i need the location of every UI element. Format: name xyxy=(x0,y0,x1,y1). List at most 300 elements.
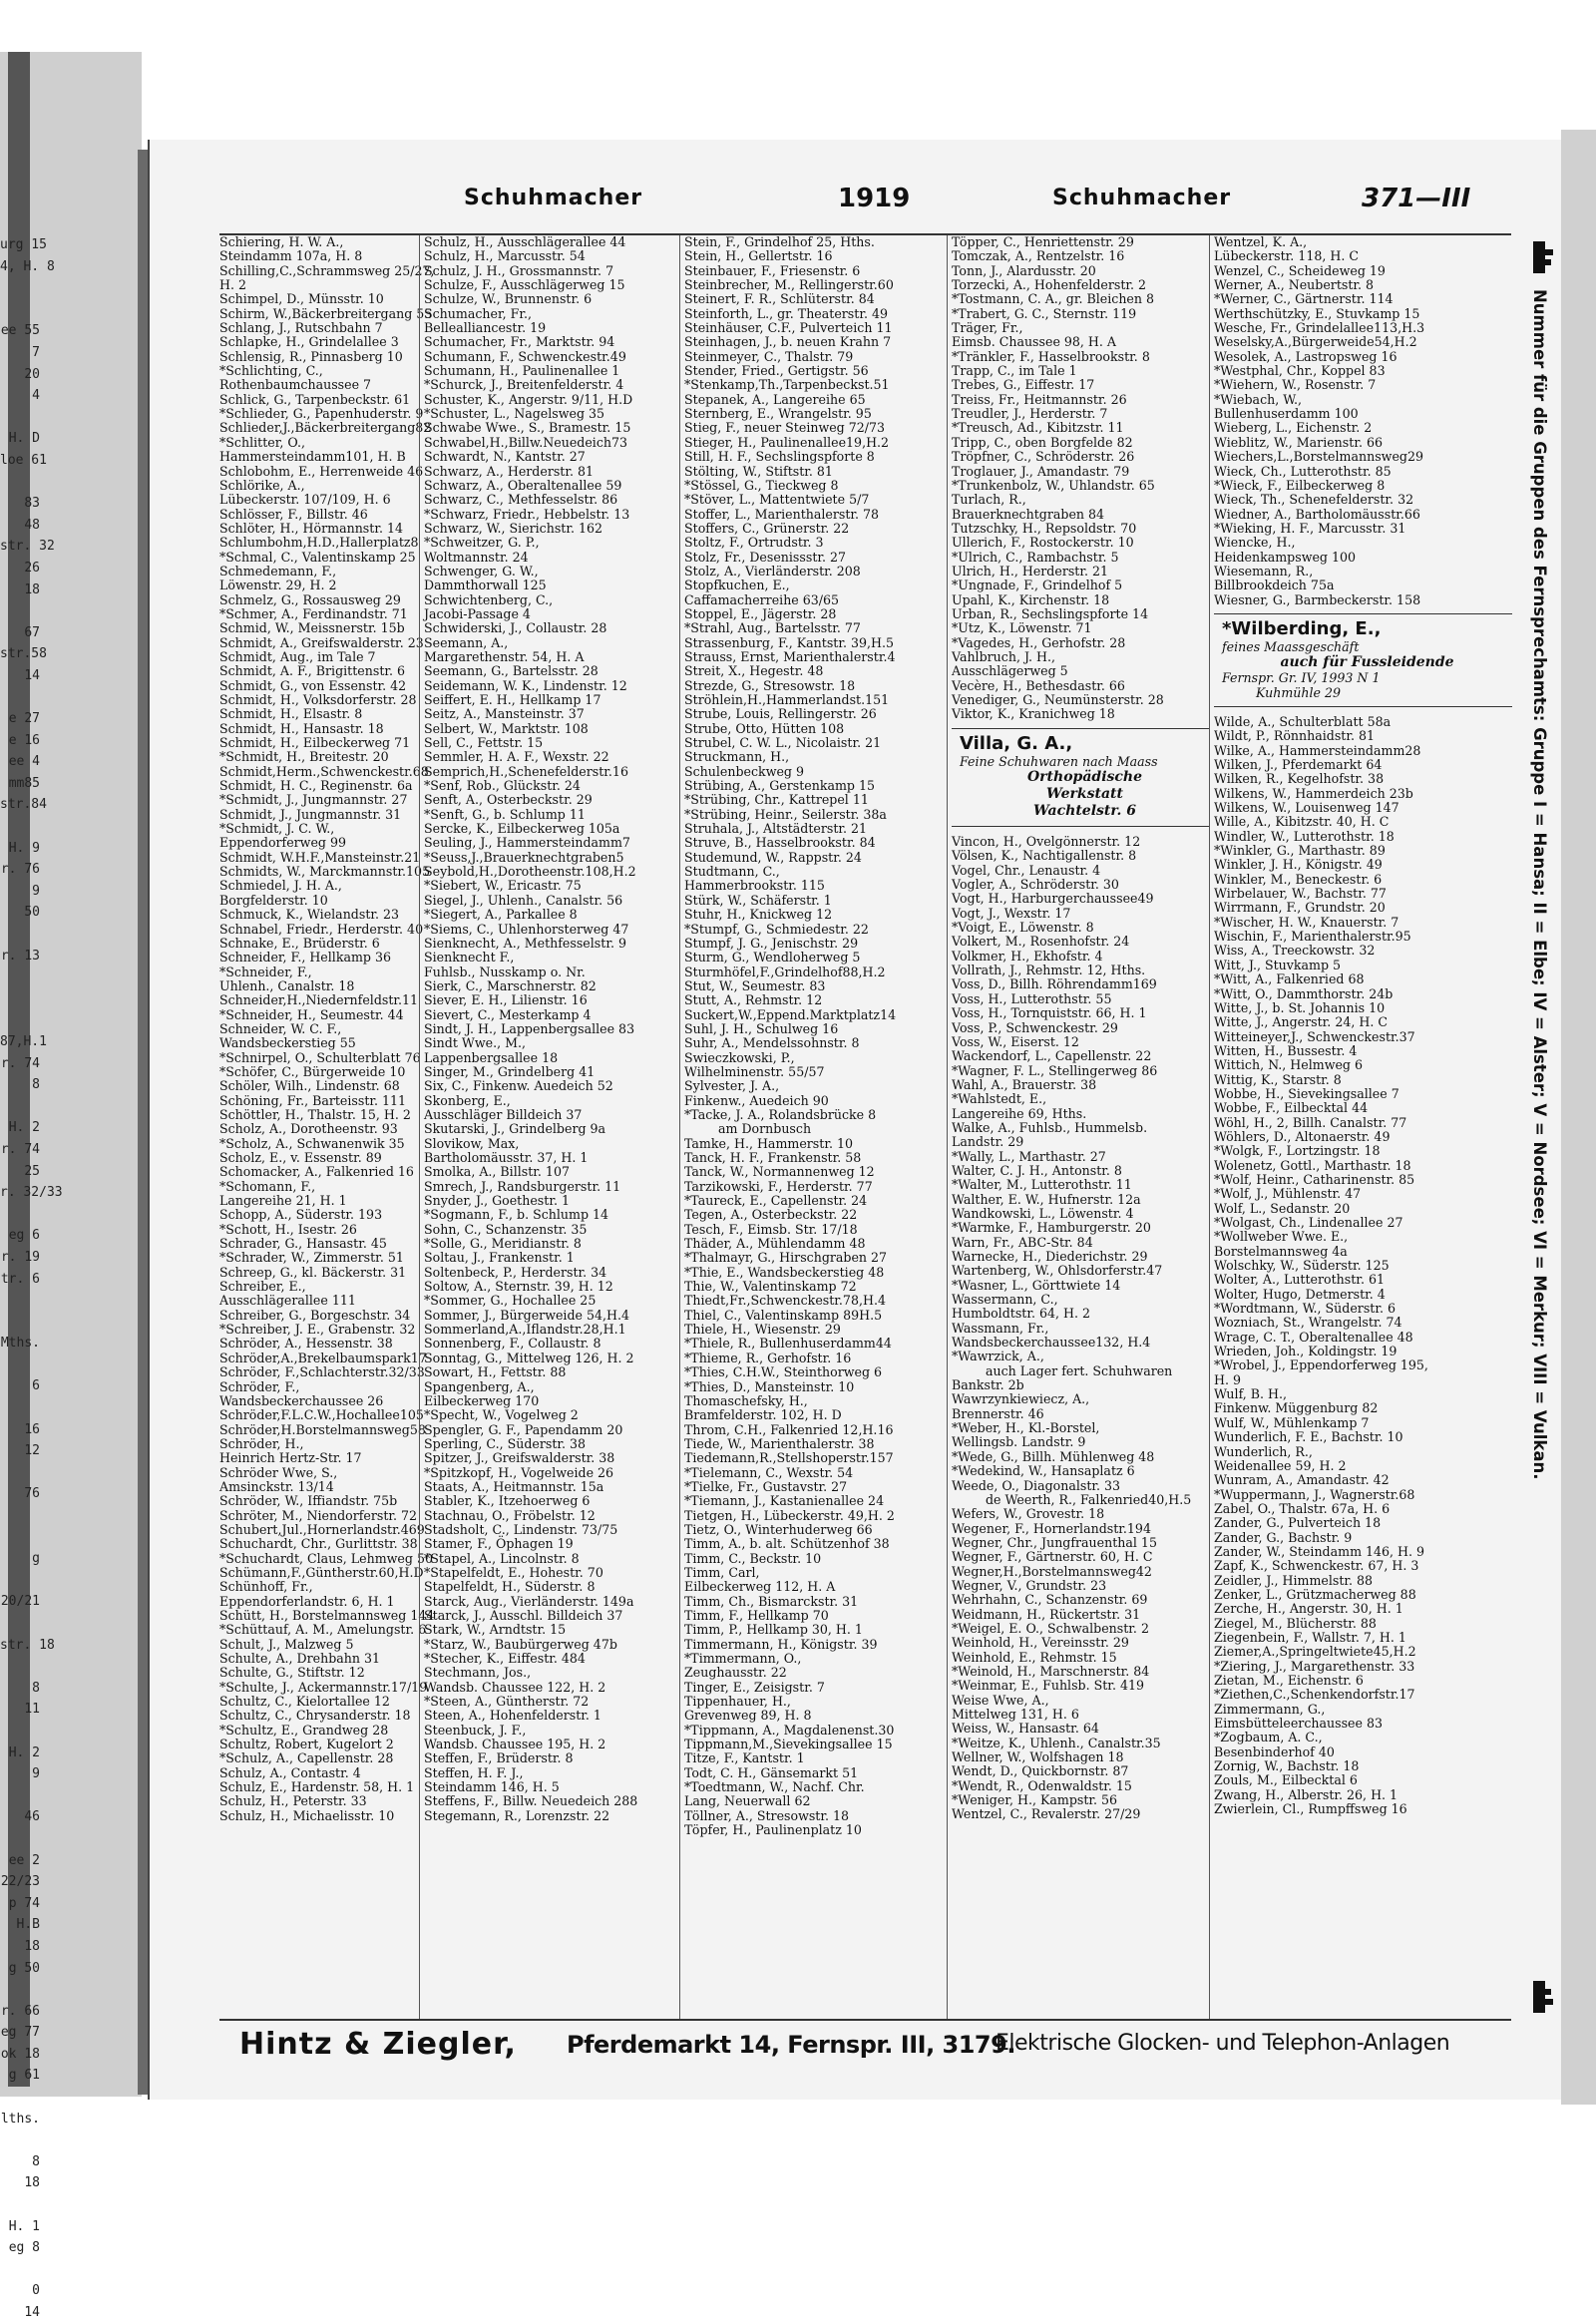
directory-entry: Sturm, G., Wendloherweg 5 xyxy=(684,950,861,966)
directory-entry: Wehrhahn, C., Schanzenstr. 69 xyxy=(952,1592,1148,1608)
directory-entry: H. 9 xyxy=(1214,1371,1242,1387)
directory-entry: Fuhlsb., Nusskamp o. Nr. xyxy=(424,964,586,979)
listing-column-2 xyxy=(419,235,680,2019)
margin-fragment xyxy=(0,1462,40,1484)
directory-entry: Steinforth, L., gr. Theaterstr. 49 xyxy=(684,305,888,321)
advertisement-box xyxy=(952,728,1210,827)
directory-entry: *Schlieder, G., Papenhuderstr. 9 xyxy=(219,406,424,422)
directory-entry: *Siems, C., Uhlenhorsterweg 47 xyxy=(424,921,629,937)
directory-entry: *Stenkamp,Th.,Tarpenbeckst.51 xyxy=(684,377,890,393)
directory-entry: Sienknecht, A., Methfesselstr. 9 xyxy=(424,935,626,951)
margin-fragment xyxy=(0,1312,40,1334)
directory-entry: Schmidt, H. C., Reginenstr. 6a xyxy=(219,778,413,794)
directory-entry: Schulze, F., Ausschlägerweg 15 xyxy=(424,277,625,293)
directory-entry: *Walter, M., Lutterothstr. 11 xyxy=(952,1177,1132,1193)
directory-entry: Stürk, W., Schäferstr. 1 xyxy=(684,892,832,908)
directory-entry: Landstr. 29 xyxy=(952,1134,1024,1150)
margin-fragment xyxy=(0,2259,40,2281)
directory-entry: Smolka, A., Billstr. 107 xyxy=(424,1164,570,1180)
directory-entry: *Westphal, Chr., Koppel 83 xyxy=(1214,363,1386,379)
directory-entry: Schlöter, H., Hörmannstr. 14 xyxy=(219,520,403,536)
directory-entry: Staats, A., Heitmannstr. 15a xyxy=(424,1478,604,1494)
directory-entry: Humboldtstr. 64, H. 2 xyxy=(952,1306,1091,1322)
margin-fragment: 20 xyxy=(24,366,40,382)
footer-address: Pferdemarkt 14, Fernspr. III, 3179. xyxy=(567,2031,1015,2059)
directory-entry: *Wrobel, J., Eppendorferweg 195, xyxy=(1214,1357,1428,1373)
directory-entry: *Ziering, J., Margarethenstr. 33 xyxy=(1214,1658,1415,1674)
directory-entry: Witte, J., b. St. Johannis 10 xyxy=(1214,999,1386,1015)
directory-entry: Schöttler, H., Thalstr. 15, H. 2 xyxy=(219,1106,411,1122)
directory-entry: Schröder,F.L.C.W.,Hochallee105 xyxy=(219,1407,424,1423)
directory-entry: Spangenberg, A., xyxy=(424,1378,535,1394)
directory-entry: Vollrath, J., Rehmstr. 12, Hths. xyxy=(952,963,1146,978)
directory-entry: Schmidt, W.H.F.,Mansteinstr.21 xyxy=(219,849,421,865)
directory-entry: Selbert, W., Marktstr. 108 xyxy=(424,720,589,736)
directory-entry: Ziegel, M., Blücherstr. 88 xyxy=(1214,1615,1377,1631)
directory-entry: Sylvester, J. A., xyxy=(684,1078,780,1094)
directory-entry: Wartenberg, W., Ohlsdorferstr.47 xyxy=(952,1263,1163,1279)
margin-fragment: tr. 6 xyxy=(0,1271,40,1287)
directory-entry: Wobbe, H., Sievekingsallee 7 xyxy=(1214,1085,1399,1101)
directory-entry: *Spitzkopf, H., Vogelweide 26 xyxy=(424,1464,614,1480)
directory-entry: *Thie, E., Wandsbeckerstieg 48 xyxy=(684,1264,885,1280)
directory-entry: Schröder,A.,Brekelbaumspark17 xyxy=(219,1350,427,1365)
directory-entry: Hammersteindamm101, H. B xyxy=(219,449,406,465)
directory-entry: Wöhl, H., 2, Billh. Canalstr. 77 xyxy=(1214,1114,1407,1130)
directory-entry: Stein, F., Grindelhof 25, Hths. xyxy=(684,234,875,249)
directory-entry: Sienknecht F., xyxy=(424,950,515,966)
margin-fragment: 8 xyxy=(32,1077,40,1093)
directory-entry: Wendt, D., Quickbornstr. 87 xyxy=(952,1763,1129,1779)
directory-entry: *Schneider, H., Seumestr. 44 xyxy=(219,1006,404,1022)
running-head-year: 1919 xyxy=(838,184,911,213)
directory-entry: Werner, A., Neubertstr. 8 xyxy=(1214,277,1375,293)
directory-entry: Wozniach, St., Wrangelstr. 74 xyxy=(1214,1315,1402,1331)
directory-entry: Streit, X., Hegestr. 48 xyxy=(684,663,824,679)
directory-entry: Eilbeckerweg 170 xyxy=(424,1392,540,1408)
directory-entry: Schmidt, H., Eilbeckerweg 71 xyxy=(219,735,411,751)
directory-entry: Sowart, H., Fettstr. 88 xyxy=(424,1364,567,1380)
directory-entry: *Stöver, L., Mattentwiete 5/7 xyxy=(684,492,870,508)
directory-entry: Wilhelminenstr. 55/57 xyxy=(684,1063,825,1079)
directory-entry: *Specht, W., Vogelweg 2 xyxy=(424,1407,579,1423)
directory-entry: Siegel, J., Uhlenh., Canalstr. 56 xyxy=(424,892,623,908)
directory-entry: Wefers, W., Grovestr. 18 xyxy=(952,1506,1105,1522)
directory-entry: Zander, G., Pulverteich 18 xyxy=(1214,1515,1382,1531)
page-edge xyxy=(1561,130,1596,2105)
directory-entry: Stoffers, C., Grünerstr. 22 xyxy=(684,520,850,536)
directory-entry: Wahl, A., Brauerstr. 38 xyxy=(952,1076,1097,1092)
directory-entry: Schütt, H., Borstelmannsweg 144 xyxy=(219,1608,435,1623)
directory-entry: *Thieme, R., Gerhofstr. 16 xyxy=(684,1350,852,1365)
directory-entry: Struckmann, H., xyxy=(684,749,790,765)
directory-entry: Wellingsb. Landstr. 9 xyxy=(952,1434,1086,1450)
directory-entry: Schmidt, H., Volksdorferstr. 28 xyxy=(219,692,417,707)
directory-entry: Wegner, F., Gärtnerstr. 60, H. C xyxy=(952,1549,1153,1565)
directory-entry: Vogler, A., Schröderstr. 30 xyxy=(952,877,1119,893)
directory-entry: Urban, R., Sechslingspforte 14 xyxy=(952,605,1149,621)
directory-entry: Zabel, O., Thalstr. 67a, H. 6 xyxy=(1214,1500,1391,1516)
listing-column-3 xyxy=(679,235,948,2019)
directory-entry: *Stapelfeldt, E., Hohestr. 70 xyxy=(424,1564,603,1580)
advertisement-name: *Wilberding, E., xyxy=(1222,617,1382,639)
directory-entry: Stadsholt, C., Lindenstr. 73/75 xyxy=(424,1521,618,1537)
directory-entry: Skonberg, E., xyxy=(424,1092,511,1108)
directory-entry: Wirbelauer, W., Bachstr. 77 xyxy=(1214,886,1387,902)
directory-entry: Schmelz, G., Rossausweg 29 xyxy=(219,591,401,607)
directory-entry: *Tränkler, F., Hasselbrookstr. 8 xyxy=(952,348,1150,364)
directory-entry: Schröder Wwe, S., xyxy=(219,1464,338,1480)
directory-entry: Schultz, C., Kielortallee 12 xyxy=(219,1694,390,1710)
directory-entry: Wolschky, W., Süderstr. 125 xyxy=(1214,1258,1390,1274)
margin-fragment: r. 74 xyxy=(0,1141,40,1157)
directory-entry: Schumacher, Fr., Marktstr. 94 xyxy=(424,334,615,350)
directory-entry: Wegener, F., Hornerlandstr.194 xyxy=(952,1520,1151,1536)
directory-entry: Wirrmann, F., Grundstr. 20 xyxy=(1214,900,1386,916)
directory-entry: Lang, Neuerwall 62 xyxy=(684,1793,811,1809)
margin-fragment xyxy=(0,1828,40,1850)
margin-fragment xyxy=(0,1613,40,1635)
directory-entry: Soltow, A., Sternstr. 39, H. 12 xyxy=(424,1279,613,1295)
margin-fragment xyxy=(0,2194,40,2216)
margin-fragment: 87,H.1 xyxy=(0,1033,47,1049)
directory-entry: Schlapke, H., Grindelallee 3 xyxy=(219,334,399,350)
directory-entry: Tanck, H. F., Frankenstr. 58 xyxy=(684,1150,862,1165)
directory-entry: Upahl, K., Kirchenstr. 18 xyxy=(952,591,1110,607)
directory-entry: *Ungnade, F., Grindelhof 5 xyxy=(952,578,1123,593)
directory-entry: Turlach, R., xyxy=(952,492,1026,508)
margin-fragment: 0 xyxy=(32,2283,40,2299)
directory-entry: *Witt, A., Falkenried 68 xyxy=(1214,971,1365,987)
margin-fragment: ee 4 xyxy=(8,754,40,770)
advertisement-line2: auch für Fussleidende xyxy=(1280,654,1454,671)
directory-entry: Steinbrecher, M., Rellingerstr.60 xyxy=(684,277,894,293)
directory-entry: Weinhold, E., Rehmstr. 15 xyxy=(952,1649,1117,1665)
directory-entry: *Scholz, A., Schwanenwik 35 xyxy=(219,1135,405,1151)
directory-entry: Zander, W., Steindamm 146, H. 9 xyxy=(1214,1543,1425,1559)
directory-entry: Steffens, F., Billw. Neuedeich 288 xyxy=(424,1793,638,1809)
directory-entry: Stegemann, R., Lorenzstr. 22 xyxy=(424,1807,610,1823)
directory-entry: Stoltz, F., Ortrudstr. 3 xyxy=(684,535,824,551)
directory-entry: *Stumpf, G., Schmiedestr. 22 xyxy=(684,921,869,937)
directory-entry: *Wollweber Wwe. E., xyxy=(1214,1229,1349,1245)
directory-entry: Schulz, H., Marcusstr. 54 xyxy=(424,248,586,264)
directory-entry: Wunderlich, R., xyxy=(1214,1443,1313,1459)
margin-fragment: mm85 xyxy=(8,775,40,791)
margin-fragment xyxy=(0,2087,40,2109)
directory-entry: Stamer, F., Öphagen 19 xyxy=(424,1536,574,1552)
directory-entry: *Weniger, H., Kampstr. 56 xyxy=(952,1792,1118,1808)
directory-entry: Strubel, C. W. L., Nicolaistr. 21 xyxy=(684,735,882,751)
directory-entry: Wunderlich, F. E., Bachstr. 10 xyxy=(1214,1429,1403,1445)
directory-entry: Steenbuck, J. F., xyxy=(424,1722,527,1738)
directory-entry: Stein, H., Gellertstr. 16 xyxy=(684,248,833,264)
directory-entry: Strube, Louis, Rellingerstr. 26 xyxy=(684,706,877,722)
directory-entry: Bellealliancestr. 19 xyxy=(424,320,547,336)
directory-entry: Schultz, Robert, Kugelort 2 xyxy=(219,1737,394,1752)
footer-tagline: Elektrische Glocken- und Telephon-Anlagen xyxy=(996,2031,1450,2056)
directory-entry: Zietan, M., Eichenstr. 6 xyxy=(1214,1673,1364,1688)
margin-fragment: eg 6 xyxy=(8,1228,40,1244)
footer-firm-name: Hintz & Ziegler, xyxy=(239,2027,517,2062)
margin-fragment xyxy=(0,816,40,838)
directory-entry: *Wendt, R., Odenwaldstr. 15 xyxy=(952,1777,1132,1793)
directory-entry: Sercke, K., Eilbeckerweg 105a xyxy=(424,821,620,837)
directory-entry: Schnabel, Friedr., Herderstr. 40 xyxy=(219,921,424,937)
directory-entry: Thie, W., Valentinskamp 72 xyxy=(684,1279,857,1295)
sidebar-text: Nummer für die Gruppen des Fernsprechamts: Gruppe I = Hansa; II = Elbe; IV = Alster; V = Nordsee; VI = Merkur; VIII = Vulkan. xyxy=(1530,289,1549,1480)
directory-entry: Scholz, A., Dorotheenstr. 93 xyxy=(219,1121,398,1137)
margin-fragment: H. D xyxy=(8,431,40,447)
directory-entry: Stolz, A., Vierländerstr. 208 xyxy=(684,563,861,579)
directory-entry: *Wawrzick, A., xyxy=(952,1349,1044,1364)
directory-entry: *Sogmann, F., b. Schlump 14 xyxy=(424,1207,609,1223)
margin-fragment: 46 xyxy=(24,1809,40,1825)
directory-entry: Schreep, G., kl. Bäckerstr. 31 xyxy=(219,1264,407,1280)
directory-entry: *Wolgast, Ch., Lindenallee 27 xyxy=(1214,1215,1403,1230)
directory-entry: Wilkens, W., Louisenweg 147 xyxy=(1214,800,1399,816)
directory-entry: Ziegenbein, F., Wallstr. 7, H. 1 xyxy=(1214,1629,1406,1645)
directory-entry: Vahlbruch, J. H., xyxy=(952,648,1056,664)
directory-entry: Schulz, H., Peterstr. 33 xyxy=(219,1793,367,1809)
directory-entry: *Ziethen,C.,Schenkendorfstr.17 xyxy=(1214,1687,1415,1703)
margin-fragment xyxy=(0,1505,40,1527)
advertisement-name: Villa, G. A., xyxy=(960,732,1073,754)
directory-entry: Walther, E. W., Hufnerstr. 12a xyxy=(952,1191,1141,1207)
directory-entry: de Weerth, R., Falkenried40,H.5 xyxy=(986,1491,1192,1507)
directory-entry: *Weber, H., Kl.-Borstel, xyxy=(952,1420,1100,1436)
directory-entry: Wassmann, Fr., xyxy=(952,1320,1049,1336)
directory-entry: *Schlitter, O., xyxy=(219,434,305,450)
directory-entry: Schlörike, A., xyxy=(219,477,305,493)
directory-entry: *Schurck, J., Breitenfelderstr. 4 xyxy=(424,377,624,393)
margin-fragment xyxy=(0,1204,40,1226)
directory-entry: *Wolf, Heinr., Catharinenstr. 85 xyxy=(1214,1171,1415,1187)
margin-fragment: 8 xyxy=(32,1680,40,1696)
directory-entry: Wolf, L., Sedanstr. 20 xyxy=(1214,1200,1351,1216)
directory-entry: Eimsbütteleerchaussee 83 xyxy=(1214,1716,1383,1732)
directory-entry: Schwarz, W., Sierichstr. 162 xyxy=(424,520,603,536)
directory-entry: *Tiemann, J., Kastanienallee 24 xyxy=(684,1493,885,1509)
directory-entry: *Schmal, C., Valentinskamp 25 xyxy=(219,549,416,565)
directory-entry: Steinert, F. R., Schlüterstr. 84 xyxy=(684,291,875,307)
directory-entry: *Tippmann, A., Magdalenenst.30 xyxy=(684,1722,895,1738)
directory-entry: Six, C., Finkenw. Auedeich 52 xyxy=(424,1078,613,1094)
directory-entry: Tutzschky, H., Repsoldstr. 70 xyxy=(952,520,1137,536)
margin-fragment xyxy=(0,472,40,494)
directory-entry: *Wolgk, F., Lortzingstr. 18 xyxy=(1214,1143,1381,1159)
directory-entry: Tröpfner, C., Schröderstr. 26 xyxy=(952,449,1135,465)
margin-fragment: str. 32 xyxy=(0,539,55,555)
directory-entry: *Solle, G., Meridianstr. 8 xyxy=(424,1236,582,1252)
directory-entry: Zerche, H., Angerstr. 30, H. 1 xyxy=(1214,1601,1403,1617)
directory-entry: Schnake, E., Brüderstr. 6 xyxy=(219,935,380,951)
directory-entry: Schlumbohm,H.D.,Hallerplatz8 xyxy=(219,535,419,551)
directory-entry: Zwang, H., Alberstr. 26, H. 1 xyxy=(1214,1786,1398,1802)
directory-listing xyxy=(219,233,1511,2021)
directory-entry: Steinhagen, J., b. neuen Krahn 7 xyxy=(684,334,892,350)
directory-entry: Schröder, A., Hessenstr. 38 xyxy=(219,1336,393,1352)
directory-entry: *Stecher, K., Eiffestr. 484 xyxy=(424,1651,586,1667)
directory-entry: Borgfelderstr. 10 xyxy=(219,892,328,908)
directory-entry: Wrieden, Joh., Koldingstr. 19 xyxy=(1214,1344,1397,1359)
directory-entry: Schneider, F., Hellkamp 36 xyxy=(219,950,391,966)
directory-entry: Suhr, A., Mendelssohnstr. 8 xyxy=(684,1035,860,1051)
directory-entry: Sommerland,A.,Iflandstr.28,H.1 xyxy=(424,1322,626,1338)
margin-fragment: 7 xyxy=(32,344,40,360)
directory-entry: *Wischer, H. W., Knauerstr. 7 xyxy=(1214,914,1399,930)
directory-entry: *Utz, K., Löwenstr. 71 xyxy=(952,620,1092,636)
directory-entry: Zeughausstr. 22 xyxy=(684,1665,787,1681)
directory-entry: Vogt, H., Harburgerchaussee49 xyxy=(952,891,1154,907)
directory-entry: Wrage, C. T., Oberaltenallee 48 xyxy=(1214,1329,1413,1345)
directory-entry: Schult, J., Malzweg 5 xyxy=(219,1636,354,1652)
directory-entry: Wieberg, L., Eichenstr. 2 xyxy=(1214,420,1373,436)
directory-entry: Timm, F., Hellkamp 70 xyxy=(684,1608,829,1623)
margin-fragment: 9 xyxy=(32,883,40,899)
directory-entry: Lübeckerstr. 107/109, H. 6 xyxy=(219,492,391,508)
running-head-left: Schuhmacher xyxy=(464,186,643,210)
directory-entry: Wolenetz, Gottl., Marthastr. 18 xyxy=(1214,1157,1411,1173)
directory-entry: Woltmannstr. 24 xyxy=(424,549,529,565)
directory-entry: Dammthorwall 125 xyxy=(424,578,547,593)
margin-fragment: r. 19 xyxy=(0,1249,40,1265)
telephone-group-sidebar xyxy=(1511,239,1559,2015)
directory-entry: Schmidt, H., Elsastr. 8 xyxy=(219,706,363,722)
directory-entry: Schmidt,Herm.,Schwenckestr.68 xyxy=(219,763,429,779)
directory-entry: *Strahl, Aug., Bartelsstr. 77 xyxy=(684,620,861,636)
margin-fragment: 16 xyxy=(24,1421,40,1437)
margin-fragment: str. 18 xyxy=(0,1637,55,1653)
directory-entry: Sievert, C., Mesterkamp 4 xyxy=(424,1006,592,1022)
directory-entry: Wawrzynkiewiecz, A., xyxy=(952,1391,1090,1407)
directory-entry: Wieck, Th., Schenefelderstr. 32 xyxy=(1214,492,1414,508)
margin-fragment: g xyxy=(32,1551,40,1567)
directory-entry: Seiffert, E. H., Hellkamp 17 xyxy=(424,692,601,707)
margin-fragment: e 27 xyxy=(8,711,40,727)
directory-entry: Wentzel, K. A., xyxy=(1214,234,1308,249)
margin-fragment: 18 xyxy=(24,581,40,597)
directory-entry: *Wedekind, W., Hansaplatz 6 xyxy=(952,1463,1135,1479)
directory-entry: Zwierlein, Cl., Rumpffsweg 16 xyxy=(1214,1801,1407,1817)
directory-entry: Thomaschefsky, H., xyxy=(684,1392,808,1408)
directory-entry: Treudler, J., Herderstr. 7 xyxy=(952,406,1108,422)
directory-entry: Voss, D., Billh. Röhrendamm169 xyxy=(952,976,1157,992)
directory-entry: Sperling, C., Süderstr. 38 xyxy=(424,1435,587,1451)
directory-entry: Hammerbrookstr. 115 xyxy=(684,878,825,894)
directory-entry: Finkenw., Auedeich 90 xyxy=(684,1092,829,1108)
directory-entry: Swieczkowski, P., xyxy=(684,1049,795,1065)
directory-entry: *Schwarz, Friedr., Hebbelstr. 13 xyxy=(424,506,630,522)
directory-entry: *Thies, C.H.W., Steinthorweg 6 xyxy=(684,1364,883,1380)
directory-entry: *Wahlstedt, E., xyxy=(952,1091,1047,1107)
directory-entry: Rothenbaumchaussee 7 xyxy=(219,377,372,393)
margin-fragment: 4 xyxy=(32,388,40,404)
directory-entry: *Wieck, F., Eilbeckerweg 8 xyxy=(1214,477,1386,493)
directory-entry: *Wordtmann, W., Süderstr. 6 xyxy=(1214,1301,1396,1317)
directory-entry: Stumpf, J. G., Jenischstr. 29 xyxy=(684,935,859,951)
directory-entry: Weselsky,A.,Bürgerweide54,H.2 xyxy=(1214,334,1417,350)
directory-entry: Warn, Fr., ABC-Str. 84 xyxy=(952,1234,1093,1250)
directory-entry: Bramfelderstr. 102, H. D xyxy=(684,1407,842,1423)
directory-entry: Schwarz, A., Herderstr. 81 xyxy=(424,463,595,479)
directory-entry: Wolter, A., Lutterothstr. 61 xyxy=(1214,1272,1385,1288)
directory-entry: *Wally, L., Marthastr. 27 xyxy=(952,1148,1106,1164)
directory-entry: Wunram, A., Amandastr. 42 xyxy=(1214,1472,1390,1488)
directory-entry: Wilde, A., Schulterblatt 58a xyxy=(1214,713,1392,729)
margin-fragment: Mths. xyxy=(0,1336,40,1352)
directory-entry: Schwenger, G. W., xyxy=(424,563,539,579)
directory-entry: Witten, H., Bussestr. 4 xyxy=(1214,1042,1358,1058)
directory-entry: Wandkowski, L., Löwenstr. 4 xyxy=(952,1205,1134,1221)
margin-fragment: r. 32/33 xyxy=(0,1185,63,1201)
directory-entry: Töpfer, H., Paulinenplatz 10 xyxy=(684,1822,862,1838)
directory-entry: Ziemer,A.,Springeltwiete45,H.2 xyxy=(1214,1644,1416,1660)
directory-entry: *Schrader, W., Zimmerstr. 51 xyxy=(219,1250,404,1266)
margin-fragment: H. 9 xyxy=(8,840,40,856)
directory-entry: *Stapel, A., Lincolnstr. 8 xyxy=(424,1550,580,1566)
directory-entry: *Wuppermann, J., Wagnerstr.68 xyxy=(1214,1486,1415,1502)
directory-entry: *Weinmar, E., Fuhlsb. Str. 419 xyxy=(952,1678,1144,1694)
margin-fragment: 18 xyxy=(24,1938,40,1954)
directory-entry: Semmler, H. A. F., Wexstr. 22 xyxy=(424,749,609,765)
directory-entry: Soltenbeck, P., Herderstr. 34 xyxy=(424,1264,607,1280)
directory-entry: Seybold,H.,Dorotheenstr.108,H.2 xyxy=(424,864,636,880)
directory-entry: Zouls, M., Eilbecktal 6 xyxy=(1214,1772,1358,1788)
margin-fragment: 26 xyxy=(24,560,40,576)
directory-entry: Wesolek, A., Lastropsweg 16 xyxy=(1214,348,1397,364)
directory-entry: Witt, J., Stuvkamp 5 xyxy=(1214,957,1342,972)
directory-entry: Bankstr. 2b xyxy=(952,1377,1024,1393)
margin-fragment: 25 xyxy=(24,1163,40,1179)
margin-fragment: str.84 xyxy=(0,797,47,813)
directory-entry: *Schlichting, C., xyxy=(219,363,323,379)
directory-entry: Wassermann, C., xyxy=(952,1292,1058,1308)
directory-entry: Studtmann, C., xyxy=(684,864,780,880)
directory-entry: Vecère, H., Bethesdastr. 66 xyxy=(952,677,1125,693)
margin-fragment: 50 xyxy=(24,905,40,921)
margin-fragment: 76 xyxy=(24,1486,40,1502)
directory-entry: Schrader, G., Hansastr. 45 xyxy=(219,1236,387,1252)
directory-entry: Töpper, C., Henriettenstr. 29 xyxy=(952,234,1134,249)
directory-entry: Ulrich, H., Herderstr. 21 xyxy=(952,563,1109,579)
directory-entry: Struhala, J., Altstädterstr. 21 xyxy=(684,821,868,837)
directory-entry: Vincon, H., Ovelgönnerstr. 12 xyxy=(952,834,1141,850)
directory-entry: *Weitze, K., Uhlenh., Canalstr.35 xyxy=(952,1735,1161,1750)
directory-entry: *Wolf, J., Mühlenstr. 47 xyxy=(1214,1186,1362,1202)
directory-entry: Träger, Fr., xyxy=(952,320,1023,336)
directory-entry: Winkler, M., Beneckestr. 6 xyxy=(1214,871,1383,887)
advertisement-line2: Orthopädische xyxy=(1026,769,1142,786)
directory-entry: *Strübing, Chr., Kattrepel 11 xyxy=(684,792,869,808)
directory-entry: Wiss, A., Treeckowstr. 32 xyxy=(1214,943,1376,959)
margin-fragment: ok 18 xyxy=(0,2046,40,2062)
margin-fragment: loe 61 xyxy=(0,452,47,468)
directory-entry: Schulz, A., Contastr. 4 xyxy=(219,1764,361,1780)
directory-entry: Schmidt, H., Hansastr. 18 xyxy=(219,720,384,736)
margin-fragment xyxy=(0,1570,40,1592)
directory-entry: Wegner,H.,Borstelmannsweg42 xyxy=(952,1563,1152,1579)
margin-fragment xyxy=(0,1355,40,1376)
directory-entry: *Taureck, E., Capellenstr. 24 xyxy=(684,1193,868,1209)
directory-entry: Stopfkuchen, E., xyxy=(684,578,790,593)
directory-entry: Schröder, F.,Schlachterstr.32/33 xyxy=(219,1364,425,1380)
margin-fragment: H. 2 xyxy=(8,1744,40,1760)
margin-fragment xyxy=(0,1527,40,1549)
directory-entry: *Wagner, F. L., Stellingerweg 86 xyxy=(952,1062,1158,1078)
page-number: 371—III xyxy=(1362,184,1471,213)
directory-entry: *Zogbaum, A. C., xyxy=(1214,1730,1323,1745)
